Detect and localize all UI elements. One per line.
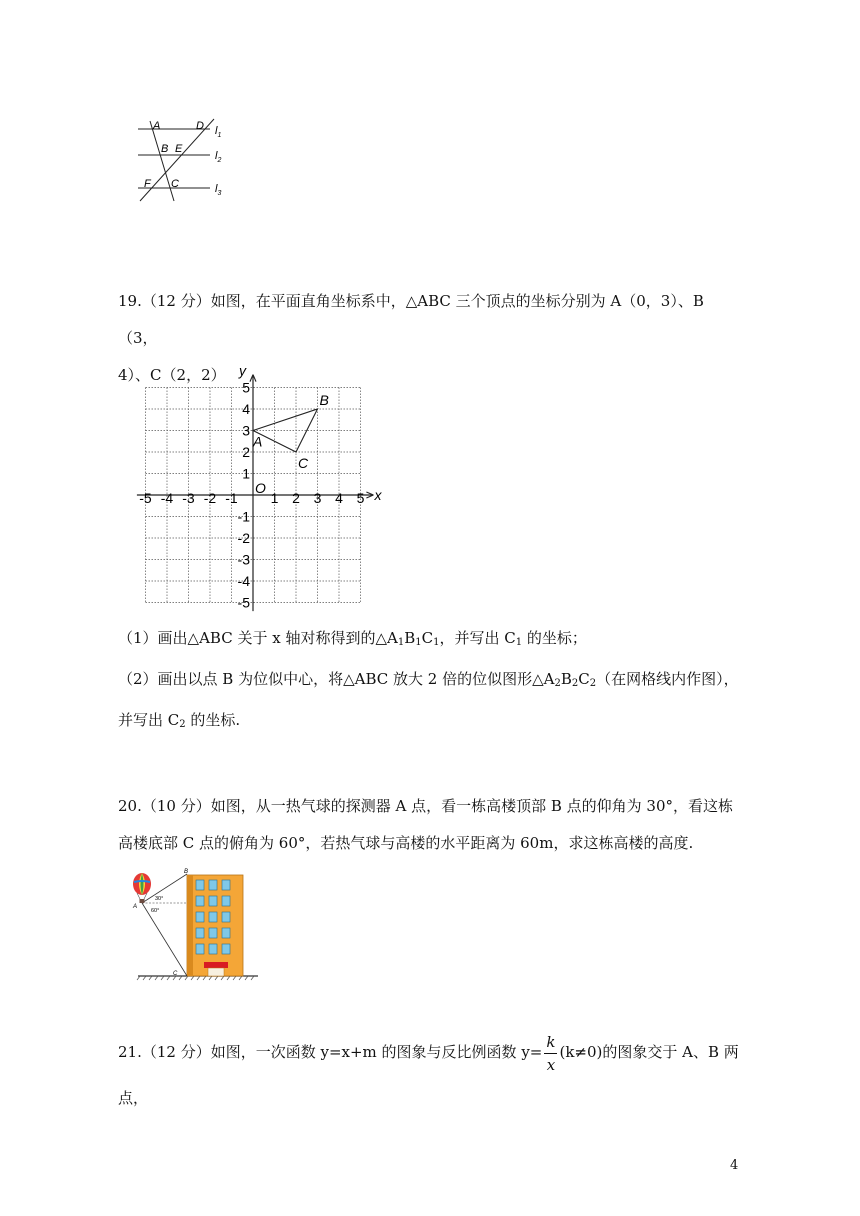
x-axis-label: x: [374, 487, 382, 503]
y-tick-label: 2: [242, 444, 250, 460]
question-20-line1: 20.（10 分）如图，从一热气球的探测器 A 点，看一栋高楼顶部 B 点的仰角为 30°，看这栋: [118, 797, 734, 815]
y-tick-label: -1: [237, 508, 250, 525]
question-19-line1: 19.（12 分）如图，在平面直角坐标系中，△ABC 三个顶点的坐标分别为 A（0，3）、B（3，: [118, 292, 704, 347]
x-tick-label: -1: [225, 490, 238, 506]
y-axis-label: y: [239, 362, 246, 379]
page-number: 4: [730, 1158, 739, 1173]
y-tick-label: -5: [237, 594, 250, 611]
question-19-part1: （1）画出△ABC 关于 x 轴对称得到的$\triangle A_1B_1C_1$，并写出 $C_1$ 的坐标；: [118, 629, 587, 648]
angle-60-label: 60°: [151, 908, 160, 914]
origin-label: O: [255, 480, 266, 496]
label-B: B: [161, 143, 169, 155]
x-tick-label: 4: [335, 490, 343, 506]
y-tick-label: 1: [242, 465, 250, 482]
point-label-A: A: [253, 433, 263, 450]
label-A: A: [133, 904, 138, 910]
label-l3: $l_3$: [215, 183, 222, 197]
y-tick-label: 3: [242, 422, 250, 439]
question-19-part2: （2）画出以点 B 为位似中心，将△ABC 放大 2 倍的位似图形$\triangle A_2B_2C_2$（在网格线内作图），: [118, 670, 739, 689]
y-tick-label: 4: [242, 401, 250, 417]
y-tick-label: 5: [242, 379, 250, 396]
x-tick-label: 1: [270, 490, 279, 506]
label-l2: $l_2$: [215, 150, 222, 164]
x-tick-label: -3: [182, 490, 195, 506]
point-label-B: B: [319, 392, 329, 408]
label-E: E: [175, 143, 183, 155]
question-21-line1: 21.（12 分）如图，一次函数 y=x+m 的图象与反比例函数 y= $\frac{k}{x}$ (k≠0)的图象交于 A、B 两点，: [118, 1032, 739, 1107]
label-D: D: [196, 120, 204, 132]
question-20-line2: 高楼底部 C 点的俯角为 60°，若热气球与高楼的水平距离为 60m，求这栋高楼的高度.: [118, 834, 694, 852]
question-19-line2: 4）、C（2，2）: [118, 366, 226, 384]
label-l1: $l_1$: [215, 125, 222, 139]
coordinate-grid: [130, 362, 380, 612]
x-tick-label: 3: [313, 490, 322, 506]
question-21: [118, 1030, 743, 1120]
question-19-part2-cont: 并写出 $C_2$ 的坐标.: [118, 711, 241, 730]
point-label-C: C: [298, 455, 309, 471]
label-F: F: [144, 178, 151, 190]
fraction-k-over-x: $\frac{k}{x}$: [546, 1032, 556, 1074]
x-tick-label: 5: [356, 490, 365, 506]
label-B: B: [184, 869, 189, 875]
x-tick-label: -5: [139, 490, 152, 506]
label-C: C: [171, 178, 179, 190]
balloon-building-figure: [130, 866, 260, 984]
y-tick-label: -4: [237, 573, 250, 589]
question-20: [118, 788, 743, 862]
x-tick-label: 2: [292, 490, 300, 506]
parallel-lines-figure: [130, 115, 240, 205]
question-19-parts: [118, 620, 743, 743]
label-C: C: [173, 971, 178, 977]
y-tick-label: -2: [237, 530, 250, 546]
label-A: A: [153, 120, 161, 132]
x-tick-label: -2: [203, 490, 217, 506]
x-tick-label: -4: [160, 490, 174, 506]
angle-30-label: 30°: [155, 896, 164, 902]
y-tick-label: -3: [237, 551, 250, 568]
